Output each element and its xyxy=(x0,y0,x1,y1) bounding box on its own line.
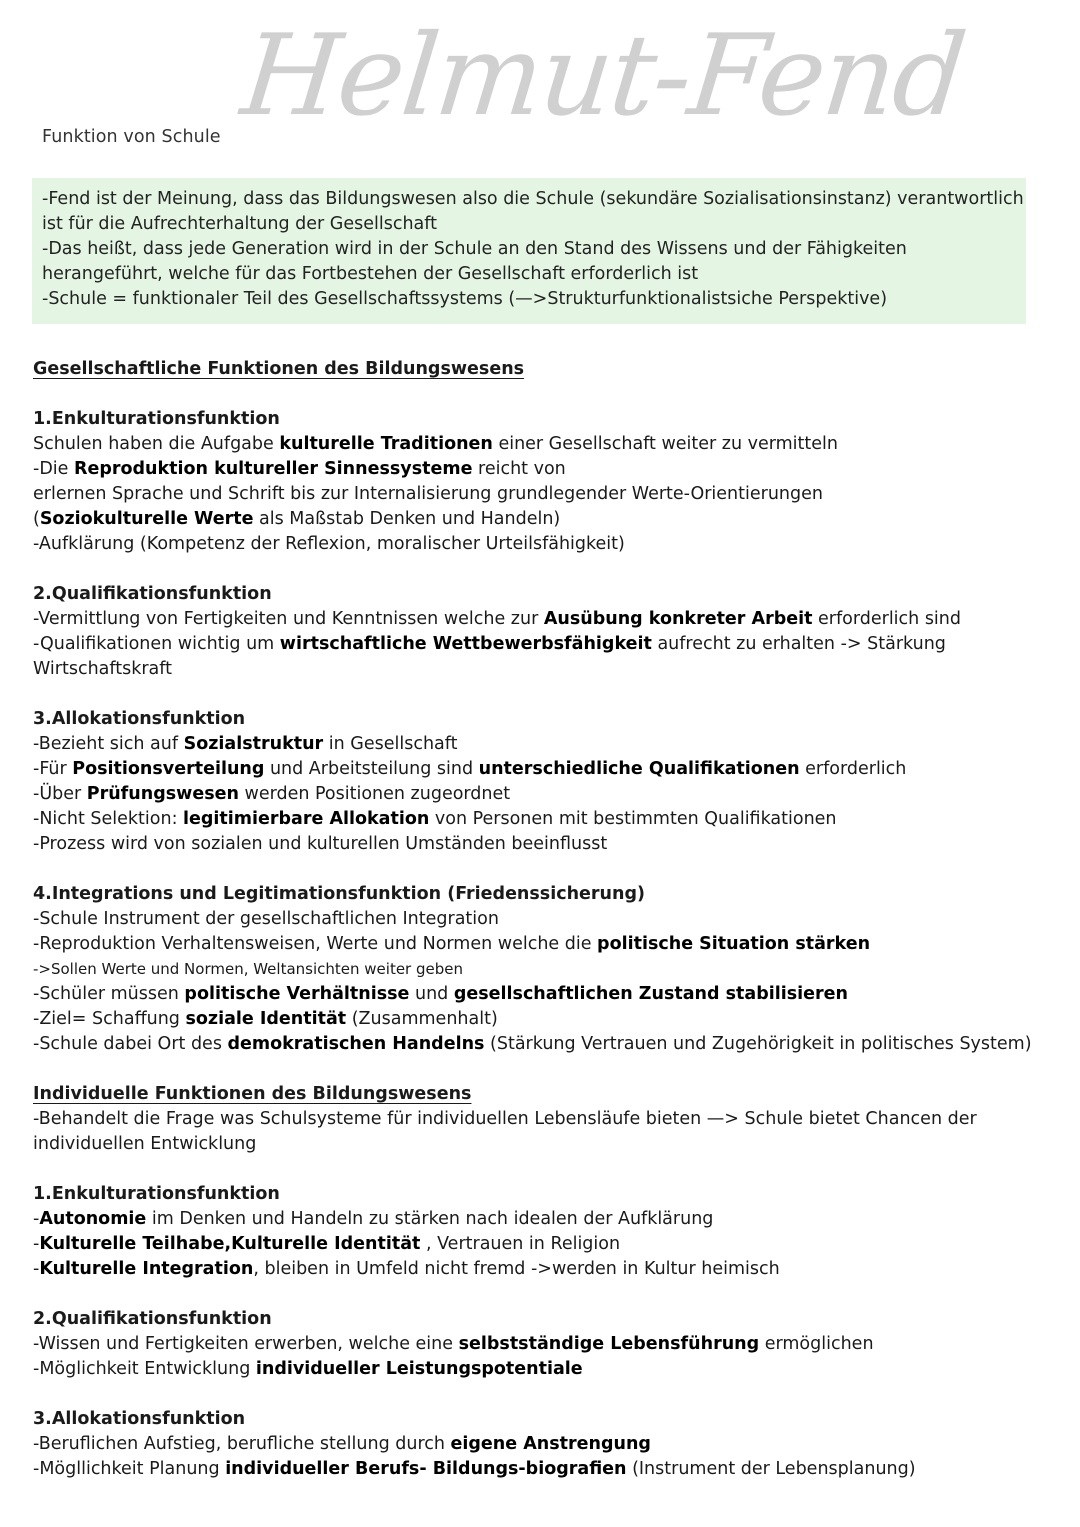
text-line: -Schüler müssen politische Verhältnisse und gesellschaftlichen Zustand stabilisieren xyxy=(33,984,848,1004)
text-line: erlernen Sprache und Schrift bis zur Internalisierung grundlegender Werte-Orientierungen xyxy=(33,484,823,504)
intro-line: -Das heißt, dass jede Generation wird in der Schule an den Stand des Wissens und der Fähigkeiten xyxy=(42,239,907,259)
subheading-allokation: 3.Allokationsfunktion xyxy=(33,709,246,729)
text-line: -Für Positionsverteilung und Arbeitsteilung sind unterschiedliche Qualifikationen erforderlich xyxy=(33,759,907,779)
text-line: -Prozess wird von sozialen und kulturellen Umständen beeinflusst xyxy=(33,834,608,854)
intro-summary-box xyxy=(32,178,1026,324)
text-line: -Kulturelle Integration, bleiben in Umfeld nicht fremd ->werden in Kultur heimisch xyxy=(33,1259,780,1279)
text-line: -Wissen und Fertigkeiten erwerben, welche eine selbstständige Lebensführung ermöglichen xyxy=(33,1334,874,1354)
text-line: -Bezieht sich auf Sozialstruktur in Gesellschaft xyxy=(33,734,458,754)
intro-line: -Fend ist der Meinung, dass das Bildungswesen also die Schule (sekundäre Sozialisationsinstanz) verantwortlich xyxy=(42,189,1024,209)
text-line: -Mögllichkeit Planung individueller Berufs- Bildungs-biografien (Instrument der Lebensplanung) xyxy=(33,1459,916,1479)
text-line: -Behandelt die Frage was Schulsysteme für individuellen Lebensläufe bieten —> Schule bietet Chancen der xyxy=(33,1109,977,1129)
section-heading-gesellschaftlich: Gesellschaftliche Funktionen des Bildungswesens xyxy=(33,359,525,379)
text-line: -Nicht Selektion: legitimierbare Allokation von Personen mit bestimmten Qualifikationen xyxy=(33,809,837,829)
text-line: Wirtschaftskraft xyxy=(33,659,172,679)
intro-line: -Schule = funktionaler Teil des Gesellschaftssystems (—>Strukturfunktionalistsiche Perspektive) xyxy=(42,289,888,309)
text-line: -Ziel= Schaffung soziale Identität (Zusammenhalt) xyxy=(33,1009,498,1029)
text-line: individuellen Entwicklung xyxy=(33,1134,257,1154)
author-watermark-title: Helmut-Fend xyxy=(235,11,971,141)
text-line: (Soziokulturelle Werte als Maßstab Denken und Handeln) xyxy=(33,509,561,529)
text-line: -Schule Instrument der gesellschaftlichen Integration xyxy=(33,909,499,929)
subheading-integration: 4.Integrations und Legitimationsfunktion (Friedenssicherung) xyxy=(33,884,645,904)
text-line: -Möglichkeit Entwicklung individueller Leistungspotentiale xyxy=(33,1359,583,1379)
text-line: Schulen haben die Aufgabe kulturelle Traditionen einer Gesellschaft weiter zu vermitteln xyxy=(33,434,838,454)
subheading-enkulturation-individuell: 1.Enkulturationsfunktion xyxy=(33,1184,280,1204)
notes-body xyxy=(33,357,1053,1482)
text-line: -Autonomie im Denken und Handeln zu stärken nach idealen der Aufklärung xyxy=(33,1209,714,1229)
subheading-qualifikation-individuell: 2.Qualifikationsfunktion xyxy=(33,1309,272,1329)
intro-line: ist für die Aufrechterhaltung der Gesellschaft xyxy=(42,214,437,234)
text-line: -Über Prüfungswesen werden Positionen zugeordnet xyxy=(33,784,511,804)
text-line: -Kulturelle Teilhabe,Kulturelle Identität , Vertrauen in Religion xyxy=(33,1234,621,1254)
text-line: -Vermittlung von Fertigkeiten und Kenntnissen welche zur Ausübung konkreter Arbeit erforderlich sind xyxy=(33,609,961,629)
subheading-qualifikation: 2.Qualifikationsfunktion xyxy=(33,584,272,604)
text-line: -Schule dabei Ort des demokratischen Handelns (Stärkung Vertrauen und Zugehörigkeit in politisches System) xyxy=(33,1034,1032,1054)
text-line: -Reproduktion Verhaltensweisen, Werte und Normen welche die politische Situation stärken xyxy=(33,934,871,954)
page-title: Funktion von Schule xyxy=(42,127,221,147)
text-line: -Die Reproduktion kultureller Sinnessysteme reicht von xyxy=(33,459,566,479)
subheading-allokation-individuell: 3.Allokationsfunktion xyxy=(33,1409,246,1429)
text-line: -Aufklärung (Kompetenz der Reflexion, moralischer Urteilsfähigkeit) xyxy=(33,534,625,554)
text-line: ->Sollen Werte und Normen, Weltansichten weiter geben xyxy=(33,960,463,978)
intro-line: herangeführt, welche für das Fortbestehen der Gesellschaft erforderlich ist xyxy=(42,264,699,284)
subheading-enkulturation: 1.Enkulturationsfunktion xyxy=(33,409,280,429)
section-heading-individuell: Individuelle Funktionen des Bildungswesens xyxy=(33,1084,472,1104)
text-line: -Beruflichen Aufstieg, berufliche stellung durch eigene Anstrengung xyxy=(33,1434,651,1454)
text-line: -Qualifikationen wichtig um wirtschaftliche Wettbewerbsfähigkeit aufrecht zu erhalten -> Stärkung xyxy=(33,634,946,654)
